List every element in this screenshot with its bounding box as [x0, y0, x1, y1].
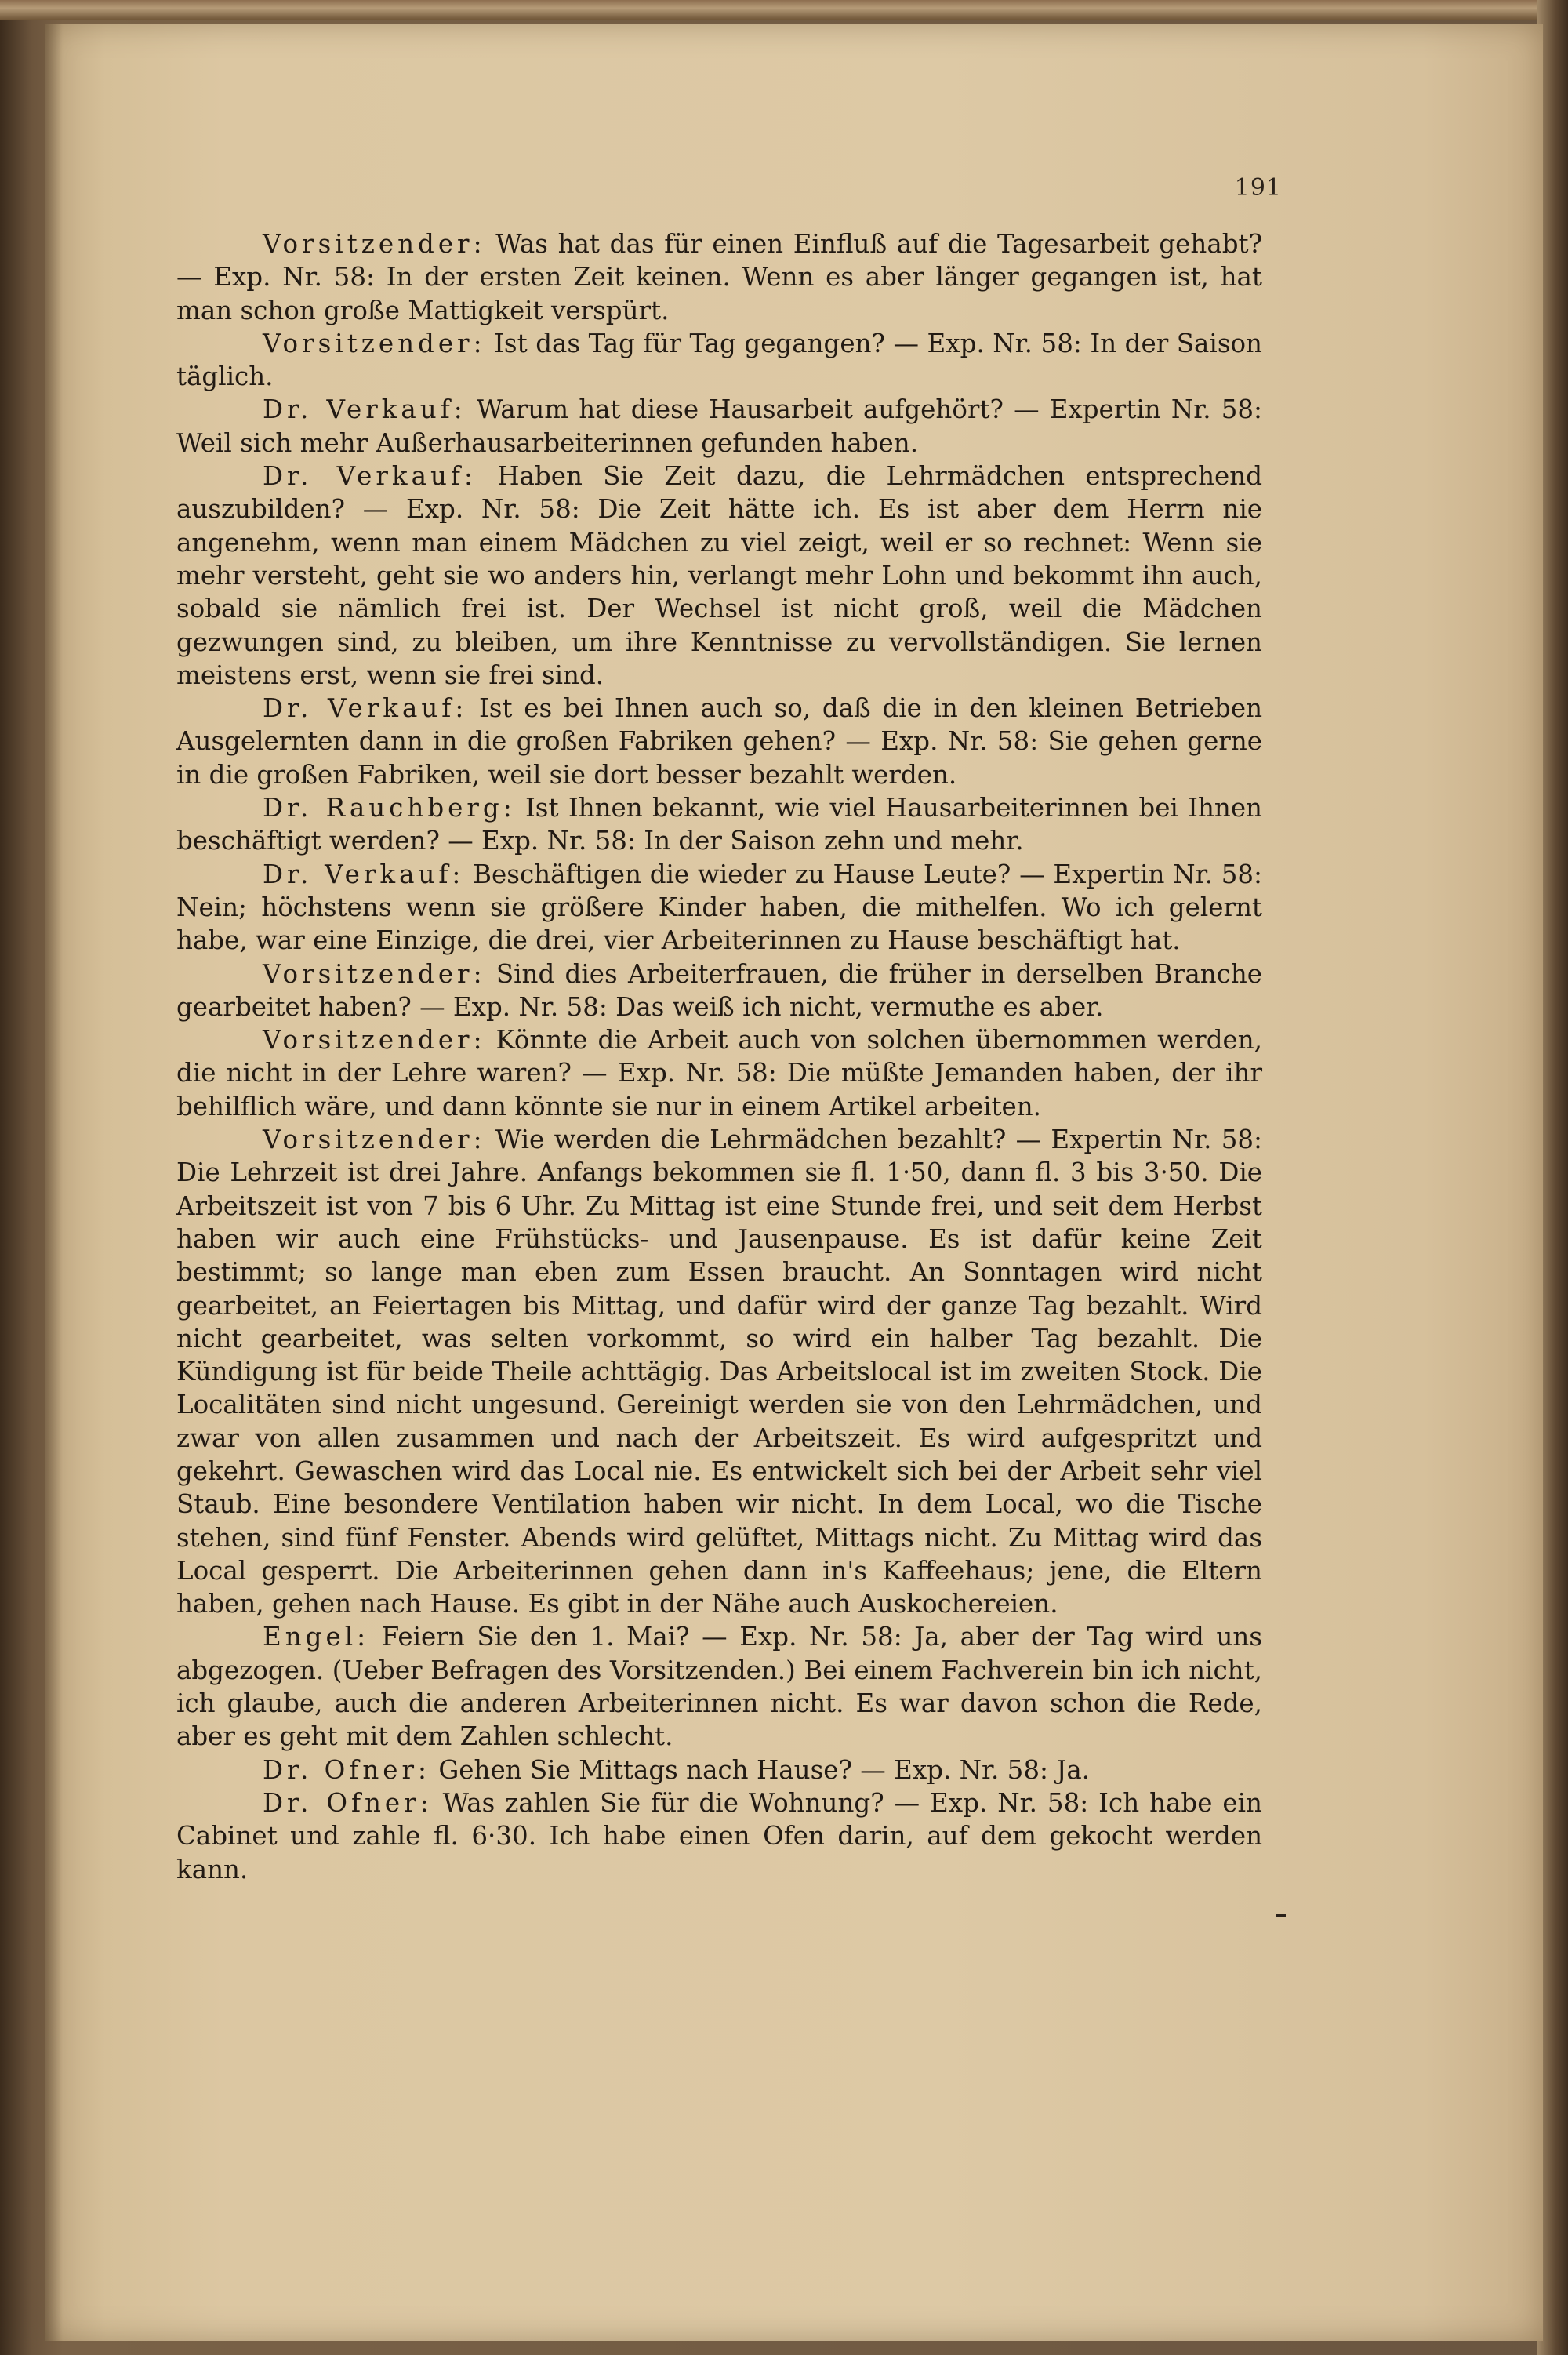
- speaker: Dr. Verkauf:: [263, 693, 468, 724]
- paragraph: [176, 1786, 1262, 1886]
- paragraph: [176, 692, 1262, 791]
- paragraph-text: Wie werden die Lehrmädchen bezahlt? — Expertin Nr. 58: Die Lehrzeit ist drei Jahre. Anfangs bekommen sie fl. 1·50, dann fl. 3 bis 3·50. Die Arbeitszeit ist von 7 bis 6 Uhr. Zu Mittag ist eine Stunde frei, und seit dem Herbst haben wir auch eine Frühstücks- und Jausenpause. Es ist dafür keine Zeit bestimmt; so lange man eben zum Essen braucht. An Sonntagen wird nicht gearbeitet, an Feiertagen bis Mittag, und dafür wird der ganze Tag bezahlt. Wird nicht gearbeitet, was selten vorkommt, so wird ein halber Tag bezahlt. Die Kündigung ist für beide Theile achttägig. Das Arbeitslocal ist im zweiten Stock. Die Localitäten sind nicht ungesund. Gereinigt werden sie von den Lehrmädchen, und zwar von allen zusammen und nach der Arbeitszeit. Es wird aufgespritzt und gekehrt. Gewaschen wird das Local nie. Es entwickelt sich bei der Arbeit sehr viel Staub. Eine besondere Ventilation haben wir nicht. In dem Local, wo die Tische stehen, sind fünf Fenster. Abends wird gelüftet, Mittags nicht. Zu Mittag wird das Local gesperrt. Die Arbeiterinnen gehen dann in's Kaffeehaus; jene, die Eltern haben, gehen nach Hause. Es gibt in der Nähe auch Auskochereien.: [176, 1125, 1262, 1619]
- speaker: Dr. Ofner:: [263, 1787, 433, 1818]
- speaker: Dr. Rauchberg:: [263, 793, 516, 823]
- paragraph: [176, 958, 1262, 1024]
- paragraph-text: Was hat das für einen Einfluß auf die Tagesarbeit gehabt? — Exp. Nr. 58: In der ersten Zeit keinen. Wenn es aber länger gegangen ist, hat man schon große Mattigkeit verspürt.: [176, 229, 1262, 325]
- paragraph-text: Gehen Sie Mittags nach Hause? — Exp. Nr. 58: Ja.: [430, 1754, 1091, 1785]
- paragraph: [176, 1620, 1262, 1753]
- paragraph: [176, 327, 1262, 394]
- speaker: Vorsitzender:: [263, 328, 486, 358]
- page-gutter-shadow: [45, 24, 63, 2341]
- paragraph-text: Ist es bei Ihnen auch so, daß die in den kleinen Betrieben Ausgelernten dann in die großen Fabriken gehen? — Exp. Nr. 58: Sie gehen gerne in die großen Fabriken, weil sie dort besser bezahlt werden.: [176, 693, 1263, 790]
- page-number: 191: [1234, 174, 1282, 202]
- paragraph: [176, 227, 1262, 327]
- book-top-edge: [0, 0, 1568, 20]
- paragraph-text: Was zahlen Sie für die Wohnung? — Exp. Nr. 58: Ich habe ein Cabinet und zahle fl. 6·30. Ich habe einen Ofen darin, auf dem gekocht werden kann.: [176, 1787, 1262, 1884]
- paragraph: [176, 460, 1262, 692]
- speaker: Vorsitzender:: [263, 1125, 486, 1155]
- speaker: Vorsitzender:: [263, 1025, 486, 1056]
- paragraph-text: Warum hat diese Hausarbeit aufgehört? — Expertin Nr. 58: Weil sich mehr Außerhausarbeiterinnen gefunden haben.: [176, 394, 1262, 458]
- paragraph: [176, 1023, 1262, 1123]
- paragraph: [176, 1123, 1262, 1620]
- text-block: [176, 227, 1262, 1886]
- speaker: Engel:: [263, 1622, 370, 1652]
- paragraph: [176, 1754, 1262, 1786]
- speaker: Dr. Verkauf:: [263, 394, 466, 425]
- paragraph-text: Könnte die Arbeit auch von solchen übernommen werden, die nicht in der Lehre waren? — Exp. Nr. 58: Die müßte Jemanden haben, der ihr behilflich wäre, und dann könnte sie nur in einem Artikel arbeiten.: [176, 1025, 1262, 1121]
- paragraph-text: Feiern Sie den 1. Mai? — Exp. Nr. 58: Ja, aber der Tag wird uns abgezogen. (Ueber Befragen des Vorsitzenden.) Bei einem Fachverein bin ich nicht, ich glaube, auch die anderen Arbeiterinnen nicht. Es war davon schon die Rede, aber es geht mit dem Zahlen schlecht.: [176, 1622, 1262, 1752]
- paragraph-text: Sind dies Arbeiterfrauen, die früher in derselben Branche gearbeitet haben? — Exp. Nr. 58: Das weiß ich nicht, vermuthe es aber.: [176, 958, 1262, 1022]
- paragraph-text: Ist das Tag für Tag gegangen? — Exp. Nr. 58: In der Saison täglich.: [176, 328, 1262, 392]
- paragraph: [176, 791, 1262, 858]
- paragraph-text: Ist Ihnen bekannt, wie viel Hausarbeiterinnen bei Ihnen beschäftigt werden? — Exp. Nr. 58: In der Saison zehn und mehr.: [176, 793, 1262, 856]
- margin-mark: [1276, 1914, 1286, 1917]
- speaker: Vorsitzender:: [263, 958, 486, 989]
- paragraph: [176, 393, 1262, 460]
- paragraph-text: Beschäftigen die wieder zu Hause Leute? — Expertin Nr. 58: Nein; höchstens wenn sie größere Kinder haben, die mithelfen. Wo ich gelernt habe, war eine Einzige, die drei, vier Arbeiterinnen zu Hause beschäftigt hat.: [176, 859, 1262, 956]
- paragraph: [176, 858, 1262, 958]
- paragraph-text: Haben Sie Zeit dazu, die Lehrmädchen entsprechend auszubilden? — Exp. Nr. 58: Die Zeit hätte ich. Es ist aber dem Herrn nie angenehm, wenn man einem Mädchen zu viel zeigt, weil er so rechnet: Wenn sie mehr versteht, geht sie wo anders hin, verlangt mehr Lohn und bekommt ihn auch, sobald sie nämlich frei ist. Der Wechsel ist nicht groß, weil die Mädchen gezwungen sind, zu bleiben, um ihre Kenntnisse zu vervollständigen. Sie lernen meistens erst, wenn sie frei sind.: [176, 461, 1262, 690]
- speaker: Dr. Verkauf:: [263, 859, 465, 889]
- speaker: Dr. Verkauf:: [263, 461, 477, 492]
- speaker: Vorsitzender:: [263, 229, 486, 259]
- speaker: Dr. Ofner:: [263, 1754, 431, 1785]
